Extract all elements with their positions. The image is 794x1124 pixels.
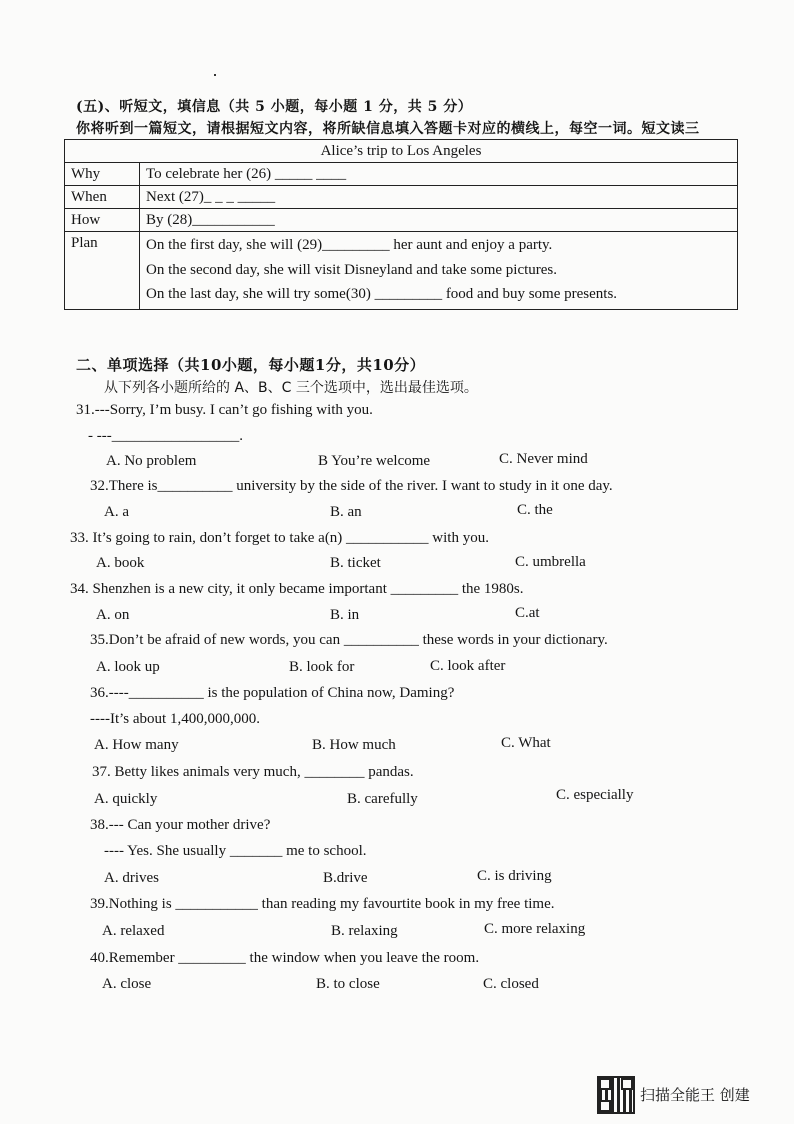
option-c: C. especially (556, 787, 634, 803)
option-b: B. How much (312, 737, 396, 753)
option-b: B You’re welcome (318, 453, 431, 469)
option-b: B. in (330, 607, 360, 623)
question-stem-line2: ---- Yes. She usually _______ me to school. (104, 843, 367, 859)
question-stem: 36.----__________ is the population of China now, Daming? (90, 685, 455, 701)
plan-line: On the second day, she will visit Disneyland and take some pictures. (146, 261, 558, 278)
table-title: Alice’s trip to Los Angeles (65, 140, 738, 163)
question-stem-line2: ----It’s about 1,400,000,000. (90, 711, 260, 727)
question-stem: 32.There is__________ university by the side of the river. I want to study in it one day. (90, 478, 613, 494)
section5-instruction: 你将听到一篇短文，请根据短文内容，将所缺信息填入答题卡对应的横线上，每空一词。短文读三 (76, 121, 700, 137)
option-c: C. look after (430, 658, 506, 674)
option-b: B. an (330, 504, 362, 520)
row-content: Next (27)_ _ _ _____ (140, 186, 738, 209)
option-c: C. more relaxing (484, 921, 586, 937)
option-c: C. the (517, 502, 553, 518)
option-b: B. carefully (347, 791, 418, 807)
option-a: A. a (104, 504, 129, 520)
option-b: B. relaxing (331, 923, 398, 939)
option-c: C. is driving (477, 868, 552, 884)
option-a: A. drives (104, 870, 159, 886)
question-stem: 33. It’s going to rain, don’t forget to take a(n) ___________ with you. (70, 530, 489, 546)
scan-speck (214, 74, 216, 76)
table-row (65, 209, 738, 232)
option-a: A. How many (94, 737, 179, 753)
option-b: B. to close (316, 976, 380, 992)
table-row (65, 186, 738, 209)
option-c: C. Never mind (499, 451, 588, 467)
question-stem: 35.Don’t be afraid of new words, you can __________ these words in your dictionary. (90, 632, 608, 648)
row-label: How (65, 209, 140, 232)
option-a: A. on (96, 607, 130, 623)
table-row (65, 232, 738, 310)
option-c: C. umbrella (515, 554, 586, 570)
watermark-text: 扫描全能王 创建 (640, 1086, 750, 1104)
option-a: A. look up (96, 659, 160, 675)
question-stem: 38.--- Can your mother drive? (90, 817, 271, 833)
info-table (64, 139, 738, 310)
section5-heading: (五)、听短文，填信息（共 5 小题，每小题 1 分，共 5 分） (76, 99, 473, 115)
plan-line: On the last day, she will try some(30) _________ food and buy some presents. (146, 286, 618, 302)
section2-heading: 二、单项选择（共10小题，每小题1分，共10分） (76, 356, 426, 374)
option-b: B.drive (323, 870, 368, 886)
option-a: A. quickly (94, 791, 158, 807)
option-b: B. look for (289, 659, 355, 675)
row-label: Why (65, 163, 140, 186)
table-row (65, 163, 738, 186)
option-c: C. What (501, 735, 551, 751)
question-stem: 34. Shenzhen is a new city, it only became important _________ the 1980s. (70, 581, 524, 597)
qr-code-icon (597, 1076, 635, 1114)
row-content: To celebrate her (26) _____ ____ (140, 163, 738, 186)
option-a: A. book (96, 555, 145, 571)
row-label: Plan (65, 232, 140, 310)
option-c: C. closed (483, 976, 539, 992)
option-a: A. relaxed (102, 923, 165, 939)
question-stem: 37. Betty likes animals very much, ________ pandas. (92, 764, 414, 780)
row-label: When (65, 186, 140, 209)
plan-line: On the first day, she will (29)_________ her aunt and enjoy a party. (146, 237, 553, 253)
section2-instruction: 从下列各小题所给的 A、B、C 三个选项中，选出最佳选项。 (104, 380, 478, 396)
question-stem-line2: - ---_________________. (88, 428, 243, 444)
option-b: B. ticket (330, 555, 381, 571)
option-a: A. close (102, 976, 152, 992)
option-a: A. No problem (106, 453, 197, 469)
question-stem: 40.Remember _________ the window when you leave the room. (90, 950, 480, 966)
question-stem: 31.---Sorry, I’m busy. I can’t go fishing with you. (76, 402, 373, 418)
option-c: C.at (515, 605, 540, 621)
row-content: By (28)___________ (140, 209, 738, 232)
question-stem: 39.Nothing is ___________ than reading my favourtite book in my free time. (90, 896, 555, 912)
